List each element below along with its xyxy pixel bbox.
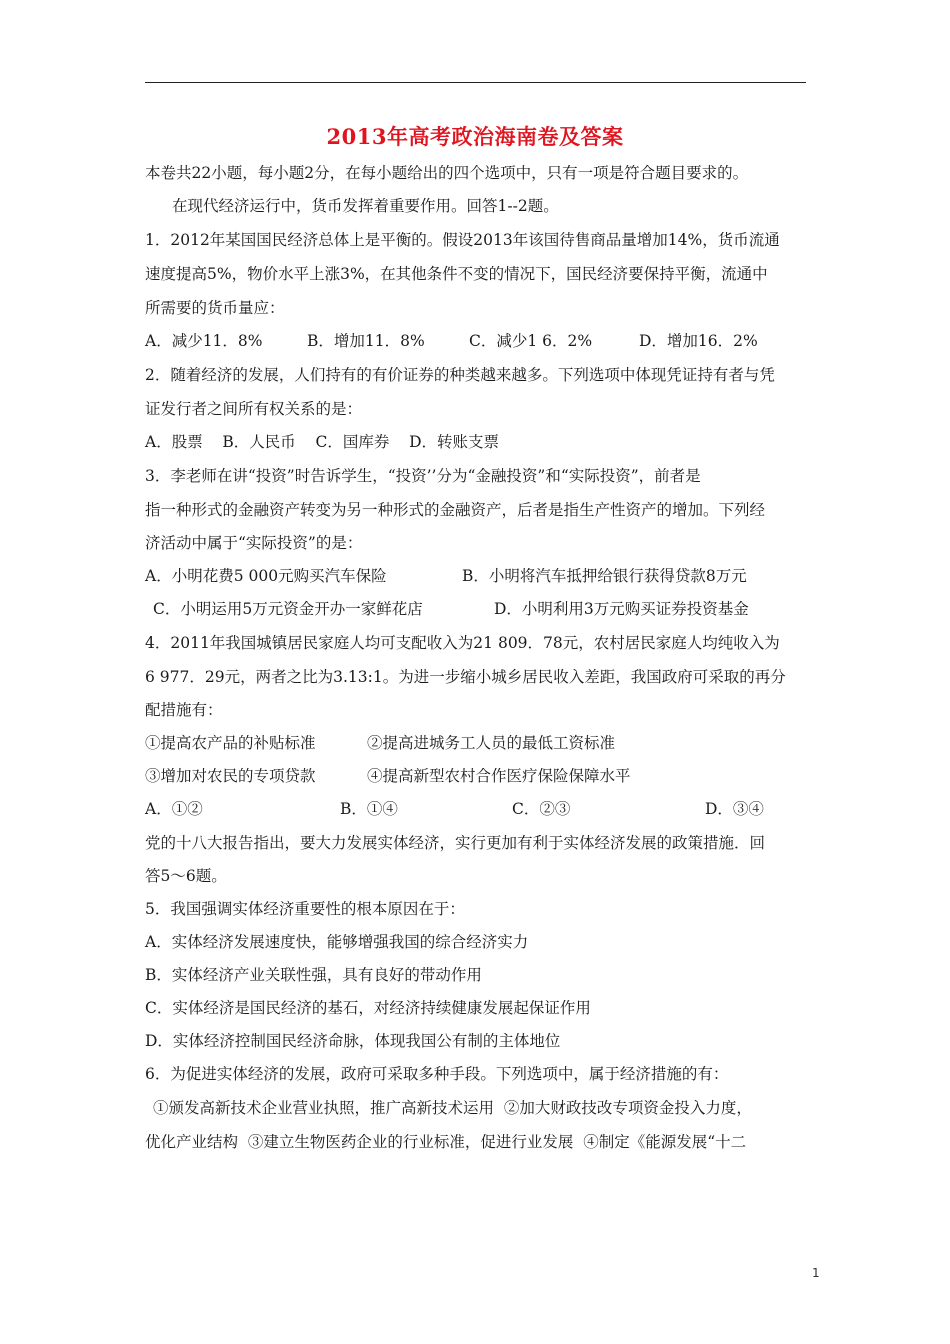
preamble-5-6-line-1: 党的十八大报告指出，要大力发展实体经济，实行更加有利于实体经济发展的政策措施．回 <box>145 834 766 852</box>
question-6-line-2: 优化产业结构 ③建立生物医药企业的行业标准，促进行业发展 ④制定《能源发展“十二 <box>145 1133 747 1151</box>
question-3-line-1: 3．李老师在讲“投资”时告诉学生，“投资’’分为“金融投资”和“实际投资”，前者是 <box>145 467 701 485</box>
question-3-line-3: 济活动中属于“实际投资”的是： <box>145 534 363 552</box>
question-4-line-2: 6 977．29元，两者之比为3.13:1。为进一步缩小城乡居民收入差距，我国政府可采取的再分 <box>145 668 786 686</box>
question-1-options <box>145 325 810 358</box>
question-3-options-row-1 <box>145 560 810 593</box>
question-3-option-c: C．小明运用5万元资金开办一家鲜花店 <box>153 600 423 618</box>
page-number: 1 <box>812 1266 820 1280</box>
question-2-line-2: 证发行者之间所有权关系的是： <box>145 400 363 418</box>
question-2-options: A．股票 B．人民币 C．国库券 D．转账支票 <box>145 433 499 451</box>
document-title: 2013年高考政治海南卷及答案 <box>326 124 624 149</box>
question-4-item-2: ②提高进城务工人员的最低工资标准 <box>367 734 616 752</box>
question-4-item-4: ④提高新型农村合作医疗保险保障水平 <box>367 767 631 785</box>
question-2-line-1: 2．随着经济的发展，人们持有的有价证券的种类越来越多。下列选项中体现凭证持有者与凭 <box>145 366 775 384</box>
document-body <box>145 157 810 1159</box>
question-4-options <box>145 793 810 826</box>
question-4-option-d: D．③④ <box>705 800 764 818</box>
question-4-line-1: 4．2011年我国城镇居民家庭人均可支配收入为21 809．78元，农村居民家庭人均纯收入为 <box>145 634 780 652</box>
question-3-option-a: A．小明花费5 000元购买汽车保险 <box>145 567 387 585</box>
question-3-line-2: 指一种形式的金融资产转变为另一种形式的金融资产，后者是指生产性资产的增加。下列经 <box>145 501 766 519</box>
header-rule <box>145 82 806 83</box>
question-3-option-d: D．小明利用3万元购买证券投资基金 <box>494 600 749 618</box>
question-6-stem: 6．为促进实体经济的发展，政府可采取多种手段。下列选项中，属于经济措施的有： <box>145 1065 729 1083</box>
question-1-option-d: D．增加16．2% <box>639 332 758 350</box>
question-4-option-b: B．①④ <box>340 800 398 818</box>
question-5-stem: 5．我国强调实体经济重要性的根本原因在于： <box>145 900 465 918</box>
question-1-line-2: 速度提高5%，物价水平上涨3%，在其他条件不变的情况下，国民经济要保持平衡，流通中 <box>145 265 768 283</box>
question-4-items-row-1 <box>145 727 810 760</box>
question-1-line-1: 1．2012年某国国民经济总体上是平衡的。假设2013年该国待售商品量增加14%，货币流通 <box>145 231 780 249</box>
question-4-item-1: ①提高农产品的补贴标准 <box>145 734 316 752</box>
question-4-items-row-2 <box>145 760 810 793</box>
question-3-options-row-2 <box>145 593 810 626</box>
question-4-option-c: C．②③ <box>512 800 571 818</box>
question-3-option-b: B．小明将汽车抵押给银行获得贷款8万元 <box>462 567 747 585</box>
question-5-option-c: C．实体经济是国民经济的基石，对经济持续健康发展起保证作用 <box>145 999 591 1017</box>
question-1-option-a: A．减少11．8% <box>145 332 263 350</box>
question-1-option-c: C．减少1 6．2% <box>469 332 593 350</box>
question-5-option-d: D．实体经济控制国民经济命脉，体现我国公有制的主体地位 <box>145 1032 561 1050</box>
question-4-line-3: 配措施有： <box>145 701 223 719</box>
preamble-5-6-line-2: 答5～6题。 <box>145 867 227 885</box>
intro-line: 本卷共22小题，每小题2分，在每小题给出的四个选项中，只有一项是符合题目要求的。 <box>145 164 749 182</box>
question-5-option-b: B．实体经济产业关联性强，具有良好的带动作用 <box>145 966 482 984</box>
question-5-option-a: A．实体经济发展速度快，能够增强我国的综合经济实力 <box>145 933 529 951</box>
question-1-option-b: B．增加11．8% <box>307 332 425 350</box>
question-1-line-3: 所需要的货币量应： <box>145 299 285 317</box>
question-4-item-3: ③增加对农民的专项贷款 <box>145 767 316 785</box>
question-4-option-a: A．①② <box>145 800 203 818</box>
question-6-line-1: ①颁发高新技术企业营业执照，推广高新技术运用 ②加大财政技改专项资金投入力度， <box>153 1099 752 1117</box>
preamble-1-2: 在现代经济运行中，货币发挥着重要作用。回答1--2题。 <box>172 197 559 215</box>
